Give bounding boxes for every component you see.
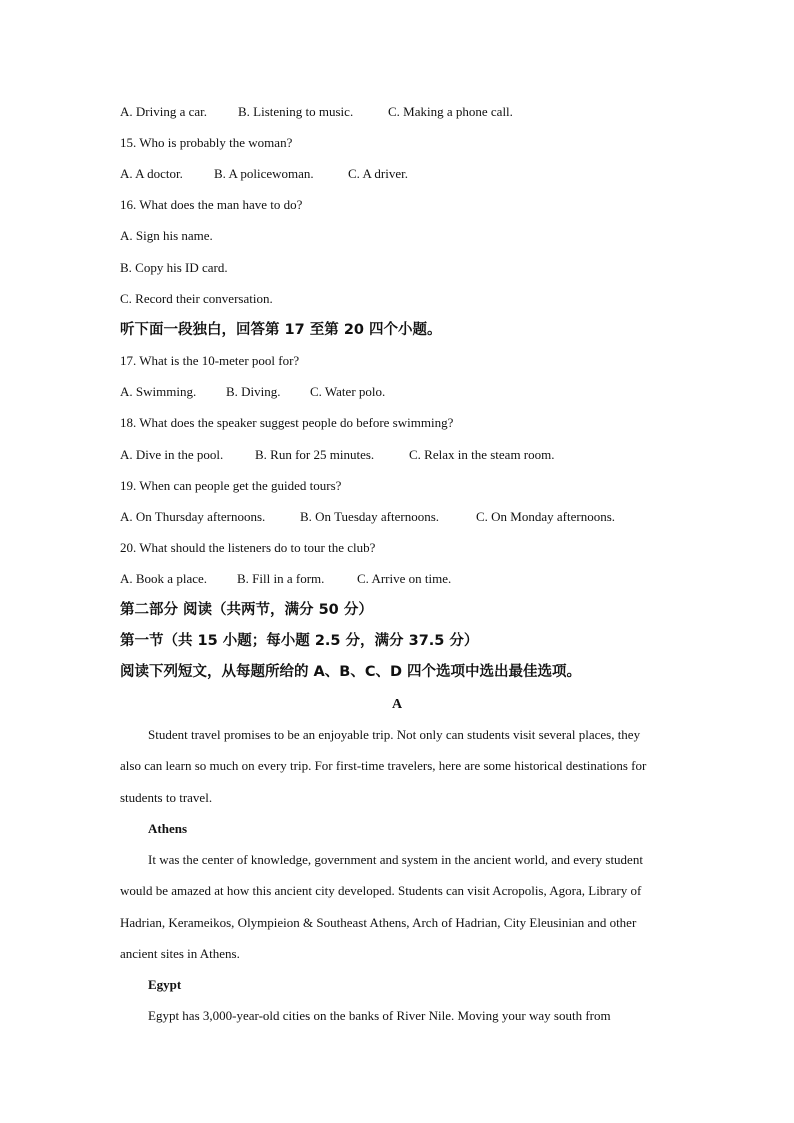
reading-instruction: 阅读下列短文，从每题所给的 A、B、C、D 四个选项中选出最佳选项。 [120, 664, 582, 680]
q20-option-a: A. Book a place. [120, 571, 208, 586]
q14-option-c: C. Making a phone call. [388, 104, 513, 119]
q16-option-a: A. Sign his name. [120, 228, 213, 243]
intro-paragraph: Student travel promises to be an enjoyable trip. Not only can students visit several places, they also can learn so much on every trip. For first-time travelers, here are some historical destinations for students to travel. [120, 727, 647, 805]
q19-question: 19. When can people get the guided tours? [120, 478, 342, 493]
q14-option-a: A. Driving a car. [120, 104, 208, 119]
q16-option-c: C. Record their conversation. [120, 291, 273, 306]
q18-option-b: B. Run for 25 minutes. [255, 447, 375, 462]
q16-option-b: B. Copy his ID card. [120, 260, 228, 275]
part2-heading: 第二部分 阅读（共两节，满分 50 分） [120, 602, 373, 618]
q18-option-a: A. Dive in the pool. [120, 447, 224, 462]
q20-question: 20. What should the listeners do to tour the club? [120, 540, 376, 555]
q16-question: 16. What does the man have to do? [120, 197, 303, 212]
q20-option-b: B. Fill in a form. [237, 571, 325, 586]
q15-option-b: B. A policewoman. [214, 166, 314, 181]
athens-title: Athens [148, 821, 188, 836]
q14-options [120, 104, 513, 120]
q15-option-a: A. A doctor. [120, 166, 183, 181]
q15-options [120, 166, 408, 182]
q17-options [120, 384, 385, 400]
listening-section-heading: 听下面一段独白，回答第 17 至第 20 四个小题。 [120, 322, 442, 338]
q19-option-b: B. On Tuesday afternoons. [300, 509, 440, 524]
q20-options [120, 571, 451, 587]
q18-options [120, 447, 555, 463]
q19-options [120, 509, 615, 525]
q17-option-a: A. Swimming. [120, 384, 197, 399]
q15-option-c: C. A driver. [348, 166, 408, 181]
q17-option-b: B. Diving. [226, 384, 281, 399]
athens-paragraph: It was the center of knowledge, government and system in the ancient world, and every student would be amazed at how this ancient city developed. Students can visit Acropolis, Agora, Library of Hadrian, Kerameikos, Olympieion & Southeast Athens, Arch of Hadrian, City Eleusinian and other ancient sites in Athens. [120, 852, 643, 961]
q20-option-c: C. Arrive on time. [357, 571, 452, 586]
q18-question: 18. What does the speaker suggest people do before swimming? [120, 415, 454, 430]
q19-option-c: C. On Monday afternoons. [476, 509, 616, 524]
q17-option-c: C. Water polo. [310, 384, 386, 399]
egypt-paragraph: Egypt has 3,000-year-old cities on the banks of River Nile. Moving your way south from [148, 1008, 611, 1023]
q17-question: 17. What is the 10-meter pool for? [120, 353, 300, 368]
section1-heading: 第一节（共 15 小题；每小题 2.5 分，满分 37.5 分） [120, 633, 479, 649]
egypt-title: Egypt [148, 977, 182, 992]
q15-question: 15. Who is probably the woman? [120, 135, 293, 150]
passage-label: A [391, 697, 403, 712]
q14-option-b: B. Listening to music. [238, 104, 354, 119]
q18-option-c: C. Relax in the steam room. [409, 447, 555, 462]
q19-option-a: A. On Thursday afternoons. [120, 509, 266, 524]
